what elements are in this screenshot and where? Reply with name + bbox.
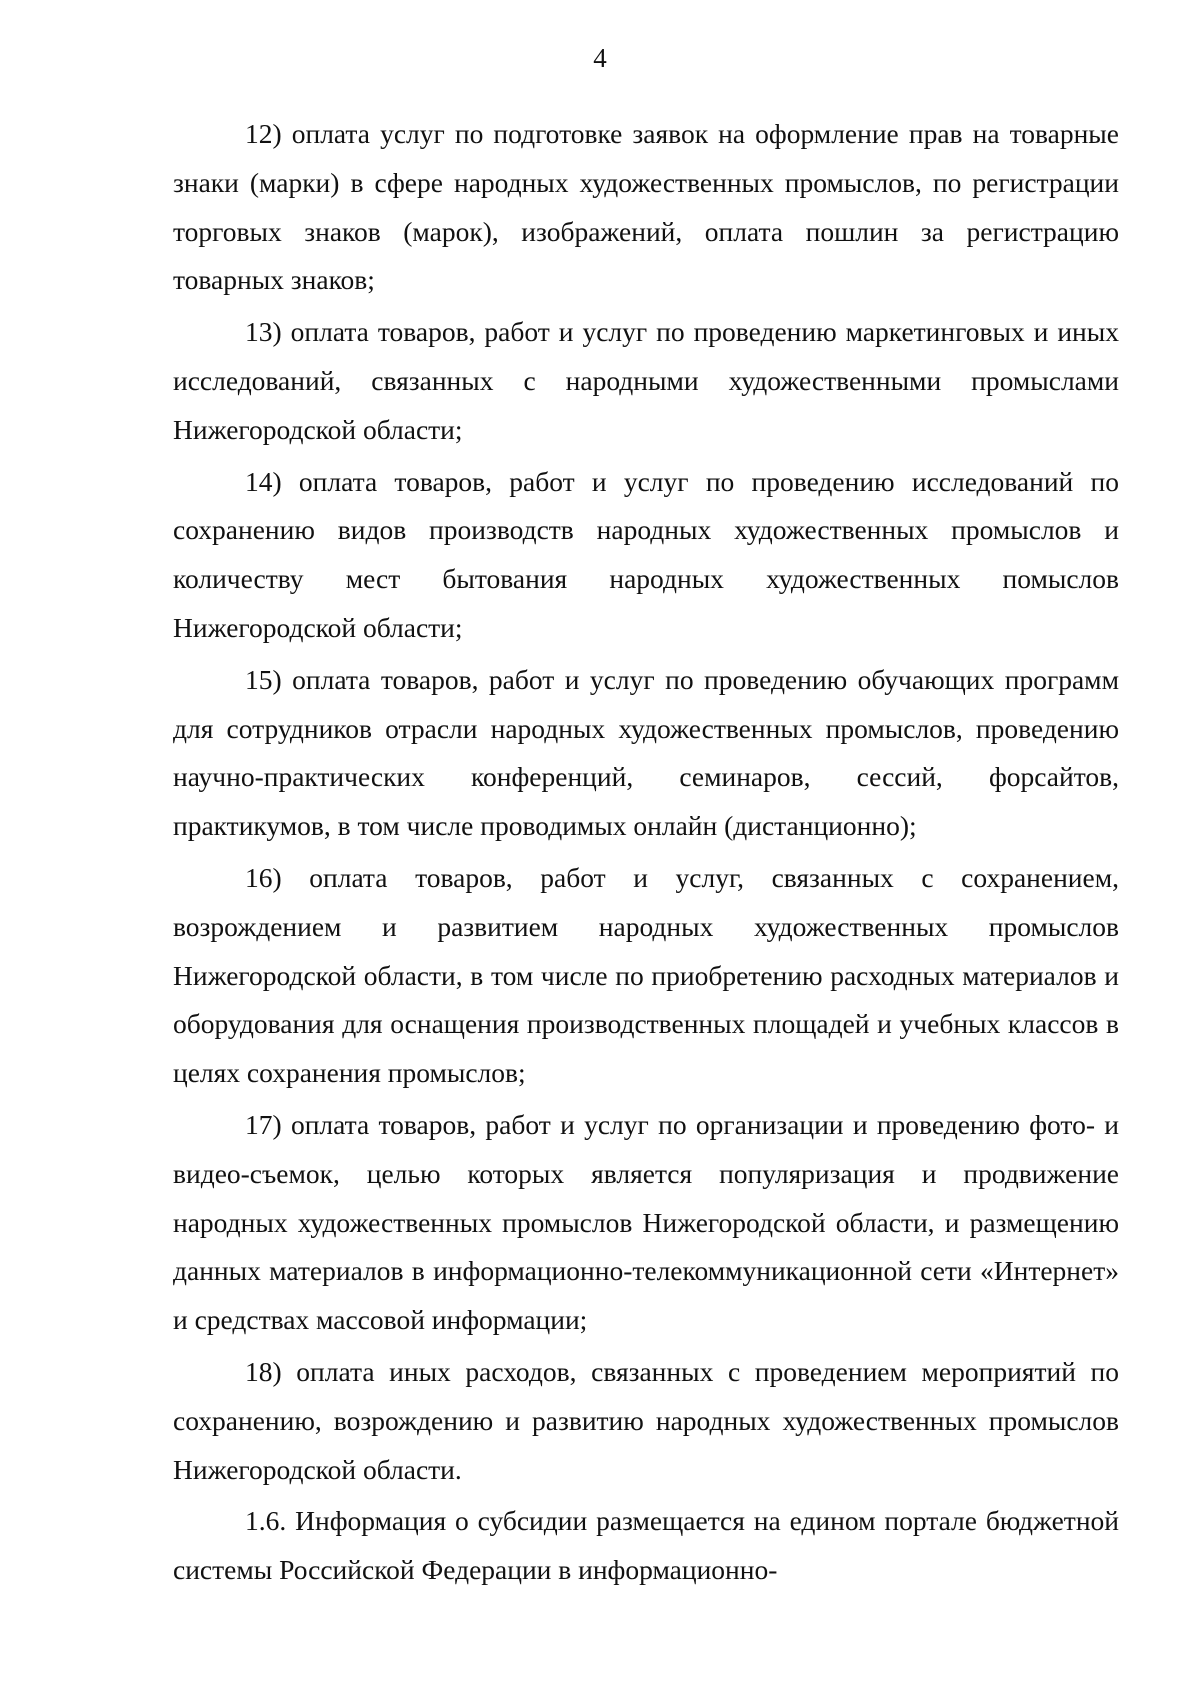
paragraph-item-18: 18) оплата иных расходов, связанных с проведением мероприятий по сохранению, возрождению и развитию народных художественных промыслов Нижегородской области. (173, 1355, 1119, 1485)
paragraph-section-1-6: 1.6. Информация о субсидии размещается на едином портале бюджетной системы Российской Федерации в информационно- (173, 1505, 1119, 1586)
document-body (173, 110, 1119, 1598)
paragraph-item-13: 13) оплата товаров, работ и услуг по проведению маркетинговых и иных исследований, связанных с народными художественными промыслами Нижегородской области; (173, 316, 1119, 445)
page-number: 4 (593, 43, 607, 73)
paragraph-item-17: 17) оплата товаров, работ и услуг по организации и проведению фото- и видео-съемок, целью которых является популяризация и продвижение народных художественных промыслов Нижегородской области, и размещению данных материалов в информационно-телекоммуникационной сети «Интернет» и средствах массовой информации; (173, 1108, 1119, 1336)
paragraph-item-15: 15) оплата товаров, работ и услуг по проведению обучающих программ для сотрудников отрасли народных художественных промыслов, проведению научно-практических конференций, семинаров, сессий, форсайтов, практикумов, в том числе проводимых онлайн (дистанционно); (173, 663, 1119, 842)
paragraph-item-12: 12) оплата услуг по подготовке заявок на оформление прав на товарные знаки (марки) в сфере народных художественных промыслов, по регистрации торговых знаков (марок), изображений, оплата пошлин за регистрацию товарных знаков; (173, 118, 1119, 296)
paragraph-item-16: 16) оплата товаров, работ и услуг, связанных с сохранением, возрождением и развитием народных художественных промыслов Нижегородской области, в том числе по приобретению расходных материалов и оборудования для оснащения производственных площадей и учебных классов в целях сохранения промыслов; (173, 861, 1119, 1089)
paragraph-item-14: 14) оплата товаров, работ и услуг по проведению исследований по сохранению видов производств народных художественных промыслов и количеству мест бытования народных художественных помыслов Нижегородской области; (173, 465, 1119, 643)
